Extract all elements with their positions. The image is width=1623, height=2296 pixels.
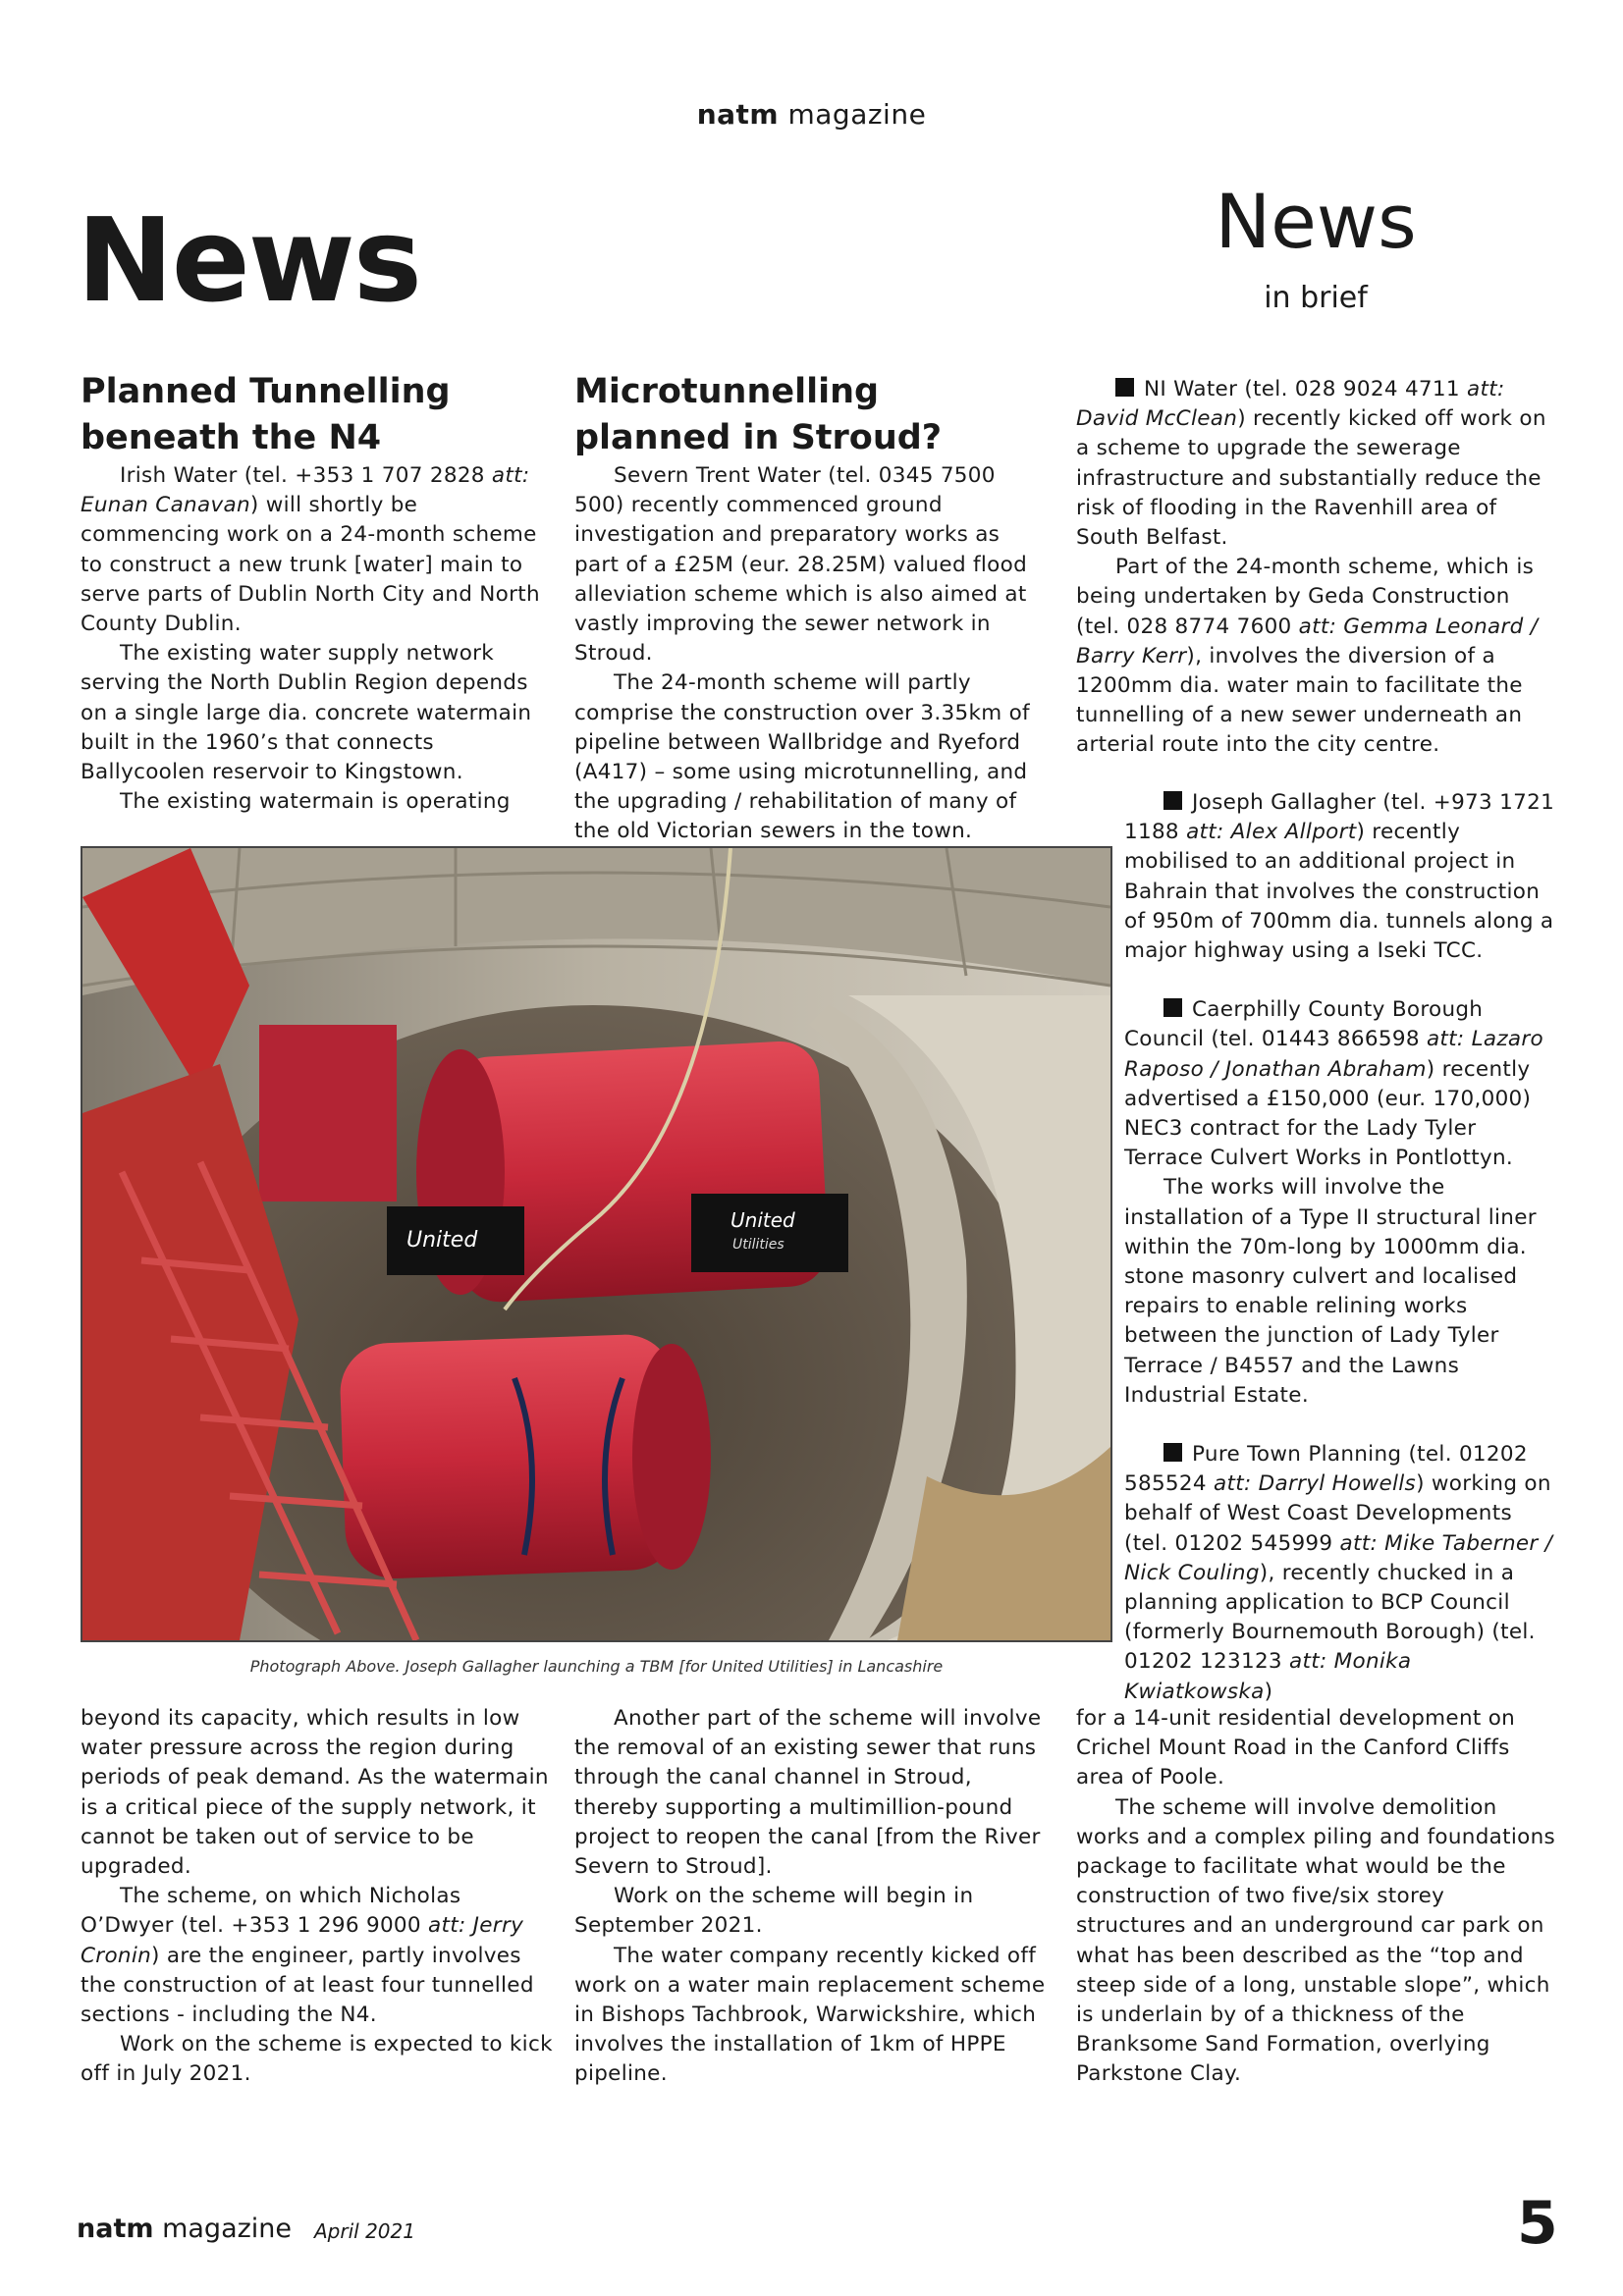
brief-item-joseph-gallagher: Joseph Gallagher (tel. +973 1721 1188 att: Alex Allport) recently mobilised to an additional project in Bahrain that involves the construction of 950m of 700mm dia. tunnels along a major highway using a Iseki TCC.: [1124, 790, 1555, 964]
paragraph: The 24-month scheme will partly comprise the construction over 3.35km of pipeline between Wallbridge and Ryeford (A417) – some using microtunnelling, and the upgrading / rehabilitation of many of the old Victorian sewers in the town.: [574, 670, 1030, 844]
heading-line: Microtunnelling: [574, 372, 880, 411]
brief-items-middle: [1124, 788, 1556, 1707]
paragraph: The works will involve the installation of a Type II structural liner within the 70m-long by 1000mm dia. stone masonry culvert and localised repairs to enable relining works between the junction of Lady Tyler Terrace / B4557 and the Lawns Industrial Estate.: [1124, 1175, 1537, 1408]
article-stroud: [574, 369, 1051, 847]
article-n4-body-bottom: [81, 1704, 554, 2090]
paragraph: The existing watermain is operating: [120, 789, 511, 815]
news-in-brief-subtitle: in brief: [1264, 281, 1368, 315]
article-stroud-body-bottom: [574, 1704, 1057, 2090]
paragraph: The water company recently kicked off work on a water main replacement scheme in Bishops Tachbrook, Warwickshire, which involves the installation of 1km of HPPE pipeline.: [574, 1943, 1046, 2087]
footer-brand: [77, 2214, 292, 2244]
footer-brand-bold: natm: [77, 2214, 154, 2244]
photo-logo-2b: Utilities: [732, 1237, 784, 1253]
paragraph: Severn Trent Water (tel. 0345 7500 500) recently commenced ground investigation and preparatory works as part of a £25M (eur. 28.25M) valued flood alleviation scheme which is also aimed at vastly improving the sewer network in Stroud.: [574, 463, 1028, 667]
heading-line: planned in Stroud?: [574, 418, 943, 457]
paragraph: The existing water supply network serving the North Dublin Region depends on a single large dia. concrete watermain built in the 1960’s that connects Ballycoolen reservoir to Kingstown.: [81, 641, 532, 785]
masthead-brand: natm: [696, 98, 780, 131]
article-n4-heading: [81, 369, 552, 461]
photo-caption: Photograph Above. Joseph Gallagher launching a TBM [for United Utilities] in Lancashire: [249, 1657, 944, 1676]
paragraph: Part of the 24-month scheme, which is being undertaken by Geda Construction (tel. 028 8774 7600 att: Gemma Leonard / Barry Kerr), involves the diversion of a 1200mm dia. water main to facilitate the tunnelling of a new sewer underneath an arterial route into the city centre.: [1076, 555, 1539, 758]
paragraph: Work on the scheme will begin in September 2021.: [574, 1884, 974, 1939]
photo-logo-2a: United: [730, 1208, 795, 1232]
brief-items-top: [1076, 375, 1557, 761]
footer-date: April 2021: [314, 2219, 415, 2243]
page-title: News: [77, 192, 421, 328]
paragraph: Irish Water (tel. +353 1 707 2828 att: Eunan Canavan) will shortly be commencing work on a 24-month scheme to construct a new trunk [water] main to serve parts of Dublin North City and North County Dublin.: [81, 463, 540, 637]
brief-item-caerphilly: Caerphilly County Borough Council (tel. 01443 866598 att: Lazaro Raposo / Jonathan Abraham) recently advertised a £150,000 (eur. 170,000) NEC3 contract for the Lady Tyler Terrace Culvert Works in Pontlottyn.: [1124, 997, 1543, 1171]
paragraph: for a 14-unit residential development on Crichel Mount Road in the Canford Cliffs area of Poole.: [1076, 1706, 1516, 1790]
article-stroud-heading: [574, 369, 1051, 461]
photo-logo-1: United: [406, 1228, 478, 1253]
tbm-photo-illustration: [82, 848, 1110, 1640]
bullet-square-icon: [1115, 378, 1134, 397]
paragraph: The scheme will involve demolition works and a complex piling and foundations package to facilitate what would be the construction of two five/six storey structures and an underground car park on what has been described as the “top and steep side of a long, unstable slope”, which is underlain by of a thickness of the Branksome Sand Formation, overlying Parkstone Clay.: [1076, 1794, 1556, 2087]
paragraph: The scheme, on which Nicholas O’Dwyer (tel. +353 1 296 9000 att: Jerry Cronin) are the engineer, partly involves the construction of at least four tunnelled sections - including the N4.: [81, 1884, 534, 2028]
heading-line: beneath the N4: [81, 418, 382, 457]
brief-item-ni-water: NI Water (tel. 028 9024 4711 att: David McClean) recently kicked off work on a scheme to upgrade the sewerage infrastructure and substantially reduce the risk of flooding in the Ravenhill area of South Belfast.: [1076, 377, 1546, 551]
masthead-magazine: magazine: [787, 98, 927, 131]
heading-line: Planned Tunnelling: [81, 372, 451, 411]
page-number: 5: [1517, 2189, 1558, 2258]
bullet-square-icon: [1163, 1443, 1182, 1462]
bullet-square-icon: [1163, 791, 1182, 810]
bullet-square-icon: [1163, 998, 1182, 1017]
brief-items-bottom: [1076, 1704, 1557, 2090]
footer-brand-rest: magazine: [162, 2214, 293, 2244]
brief-item-pure-town-planning: Pure Town Planning (tel. 01202 585524 att: Darryl Howells) working on behalf of West Coast Developments (tel. 01202 545999 att: Mike Taberner / Nick Couling), recently chucked in a planning application to BCP Council (formerly Bournemouth Borough) (tel. 01202 123123 att: Monika Kwiatkowska): [1124, 1442, 1553, 1704]
tbm-photo: [81, 846, 1112, 1642]
article-n4: [81, 369, 552, 817]
paragraph: Another part of the scheme will involve the removal of an existing sewer that runs through the canal channel in Stroud, thereby supporting a multimillion-pound project to reopen the canal [from the River Severn to Stroud].: [574, 1706, 1042, 1880]
paragraph: Work on the scheme is expected to kick off in July 2021.: [81, 2032, 553, 2087]
masthead: [0, 98, 1623, 131]
article-stroud-body-top: [574, 461, 1051, 847]
paragraph: beyond its capacity, which results in low water pressure across the region during periods of peak demand. As the watermain is a critical piece of the supply network, it cannot be taken out of service to be upgraded.: [81, 1706, 549, 1880]
news-in-brief-title: News: [1215, 178, 1417, 265]
article-n4-body-top: [81, 461, 552, 817]
